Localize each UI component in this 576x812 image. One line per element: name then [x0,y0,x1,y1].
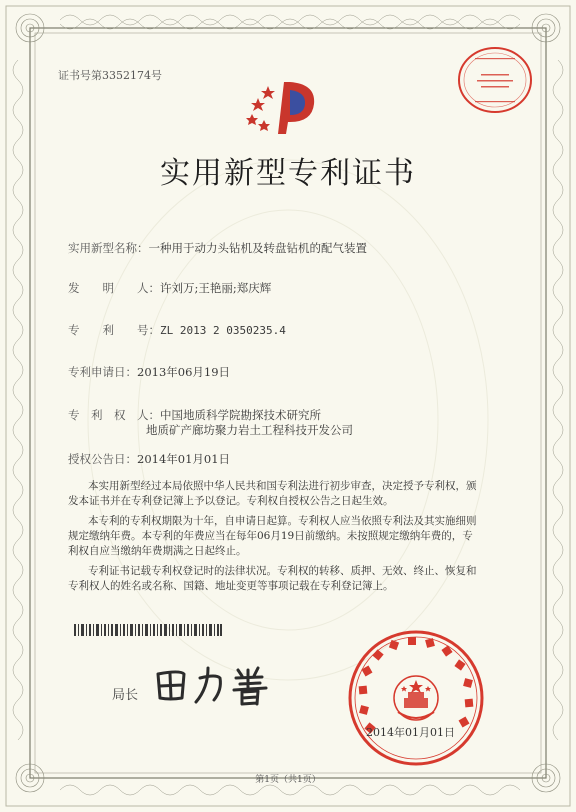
agent-stamp [455,44,535,116]
utility-model-name-label: 实用新型名称： [68,241,149,255]
body-paragraph-1-line-2: 发本证书并在专利登记簿上予以登记。专利权自授权公告之日起生效。 [68,495,394,507]
application-date-label: 专利申请日： [68,365,137,379]
inventor-label: 发 明 人： [68,281,160,295]
body-paragraph-3-line-1: 专利证书记载专利权登记时的法律状况。专利权的转移、质押、无效、终止、恢复和 [88,565,477,577]
body-paragraph-3-line-2: 专利权人的姓名或名称、国籍、地址变更等事项记载在专利登记簿上。 [68,580,394,592]
barcode [74,624,222,636]
patent-office-logo [244,76,322,138]
application-date-value: 2013年06月19日 [137,365,231,379]
grant-date-row [68,448,230,467]
body-paragraph-2-line-2: 规定缴纳年费。本专利的年费应当在每年06月19日前缴纳。未按照规定缴纳年费的，专 [68,530,473,542]
page-indicator: 第1页（共1页） [255,775,321,785]
grant-date-value: 2014年01月01日 [137,452,231,466]
seal-date: 2014年01月01日 [366,726,455,739]
inventor-row [68,277,271,296]
director-signature [150,660,290,708]
patent-number-row [68,319,286,338]
grant-date-label: 授权公告日： [68,452,137,466]
cert-number-label: 证书号 [58,69,91,82]
patentee-label: 专 利 权 人： [68,408,160,422]
certificate-number [58,67,162,83]
inventor-value: 许刘万;王艳丽;郑庆辉 [160,281,272,295]
utility-model-name-row [68,237,367,256]
certificate-title: 实用新型专利证书 [160,156,416,191]
patentee-row [68,404,321,423]
utility-model-name-value: 一种用于动力头钻机及转盘钻机的配气装置 [148,241,367,255]
patentee-value-2: 地质矿产廊坊聚力岩土工程科技开发公司 [146,423,353,437]
application-date-row [68,361,230,380]
patent-number-label: 专 利 号： [68,323,160,337]
body-paragraph-2-line-3: 利权自应当缴纳年费期满之日起终止。 [68,545,247,557]
patent-number-value: ZL 2013 2 0350235.4 [160,324,286,337]
body-paragraph-1-line-1: 本实用新型经过本局依照中华人民共和国专利法进行初步审查，决定授予专利权，颁 [88,480,477,492]
official-seal [346,628,486,768]
director-label: 局长 [112,688,139,703]
cert-number-value: 第3352174号 [91,69,162,82]
patentee-value-1: 中国地质科学院勘探技术研究所 [160,408,321,422]
body-paragraph-2-line-1: 本专利的专利权期限为十年，自申请日起算。专利权人应当依照专利法及其实施细则 [88,515,477,527]
